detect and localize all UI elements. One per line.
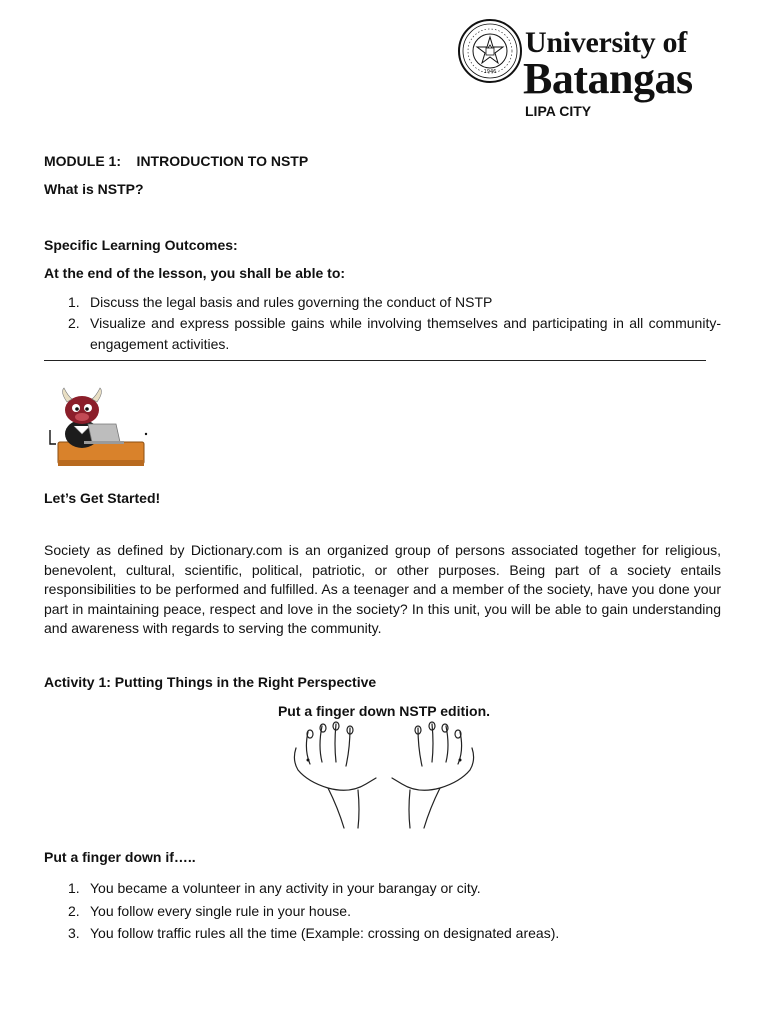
list-item [44,877,721,900]
list-item-text: You became a volunteer in any activity in your barangay or city. [90,880,481,896]
module-subtitle: What is NSTP? [44,181,144,197]
list-item [44,313,721,355]
university-name-line2: Batangas [523,54,693,103]
activity-prompt: Put a finger down if….. [44,849,196,865]
list-item-text: You follow traffic rules all the time (Example: crossing on designated areas). [90,925,560,941]
list-item [44,900,721,923]
outcomes-intro: At the end of the lesson, you shall be able to: [44,265,346,281]
list-item-number: 2. [68,902,80,919]
section-heading-started: Let’s Get Started! [44,490,161,506]
horizontal-divider [44,360,706,361]
university-logo [457,16,727,119]
hands-illustration-icon [288,720,480,832]
list-item [44,922,721,945]
list-item-number: 1. [68,294,80,310]
outcomes-heading: Specific Learning Outcomes: [44,237,238,253]
campus-name: LIPA CITY [525,103,592,119]
svg-text:1946: 1946 [483,69,497,75]
list-item-text: Discuss the legal basis and rules governing the conduct of NSTP [90,294,493,310]
list-item-number: 3. [68,925,80,941]
outcomes-list [44,292,721,355]
list-item-text: You follow every single rule in your house. [90,902,351,919]
list-item-number: 1. [68,880,80,896]
list-item [44,292,721,313]
activity-game-title: Put a finger down NSTP edition. [277,703,491,719]
module-title: MODULE 1: INTRODUCTION TO NSTP [44,153,309,169]
activity-list [44,877,721,945]
university-name-line1: University of [525,26,687,59]
mascot-laptop-icon [44,386,154,472]
intro-paragraph: Society as defined by Dictionary.com is an organized group of persons associated together for religious, benevolent, cultural, scientific, political, patriotic, or other purposes. Being part of a society entails responsibilities to be performed and fulfilled. As a teenager and a member of the society, have you done your part in maintaining peace, respect and love in the society? In this unit, you will be able to gain understanding and awareness with regards to serving the community. [44,542,721,636]
activity-heading: Activity 1: Putting Things in the Right Perspective [44,674,377,690]
list-item-number: 2. [68,315,80,331]
university-seal-icon [457,18,523,84]
list-item-text: Visualize and express possible gains while involving themselves and participating in all community-engagement activities. [90,315,721,352]
